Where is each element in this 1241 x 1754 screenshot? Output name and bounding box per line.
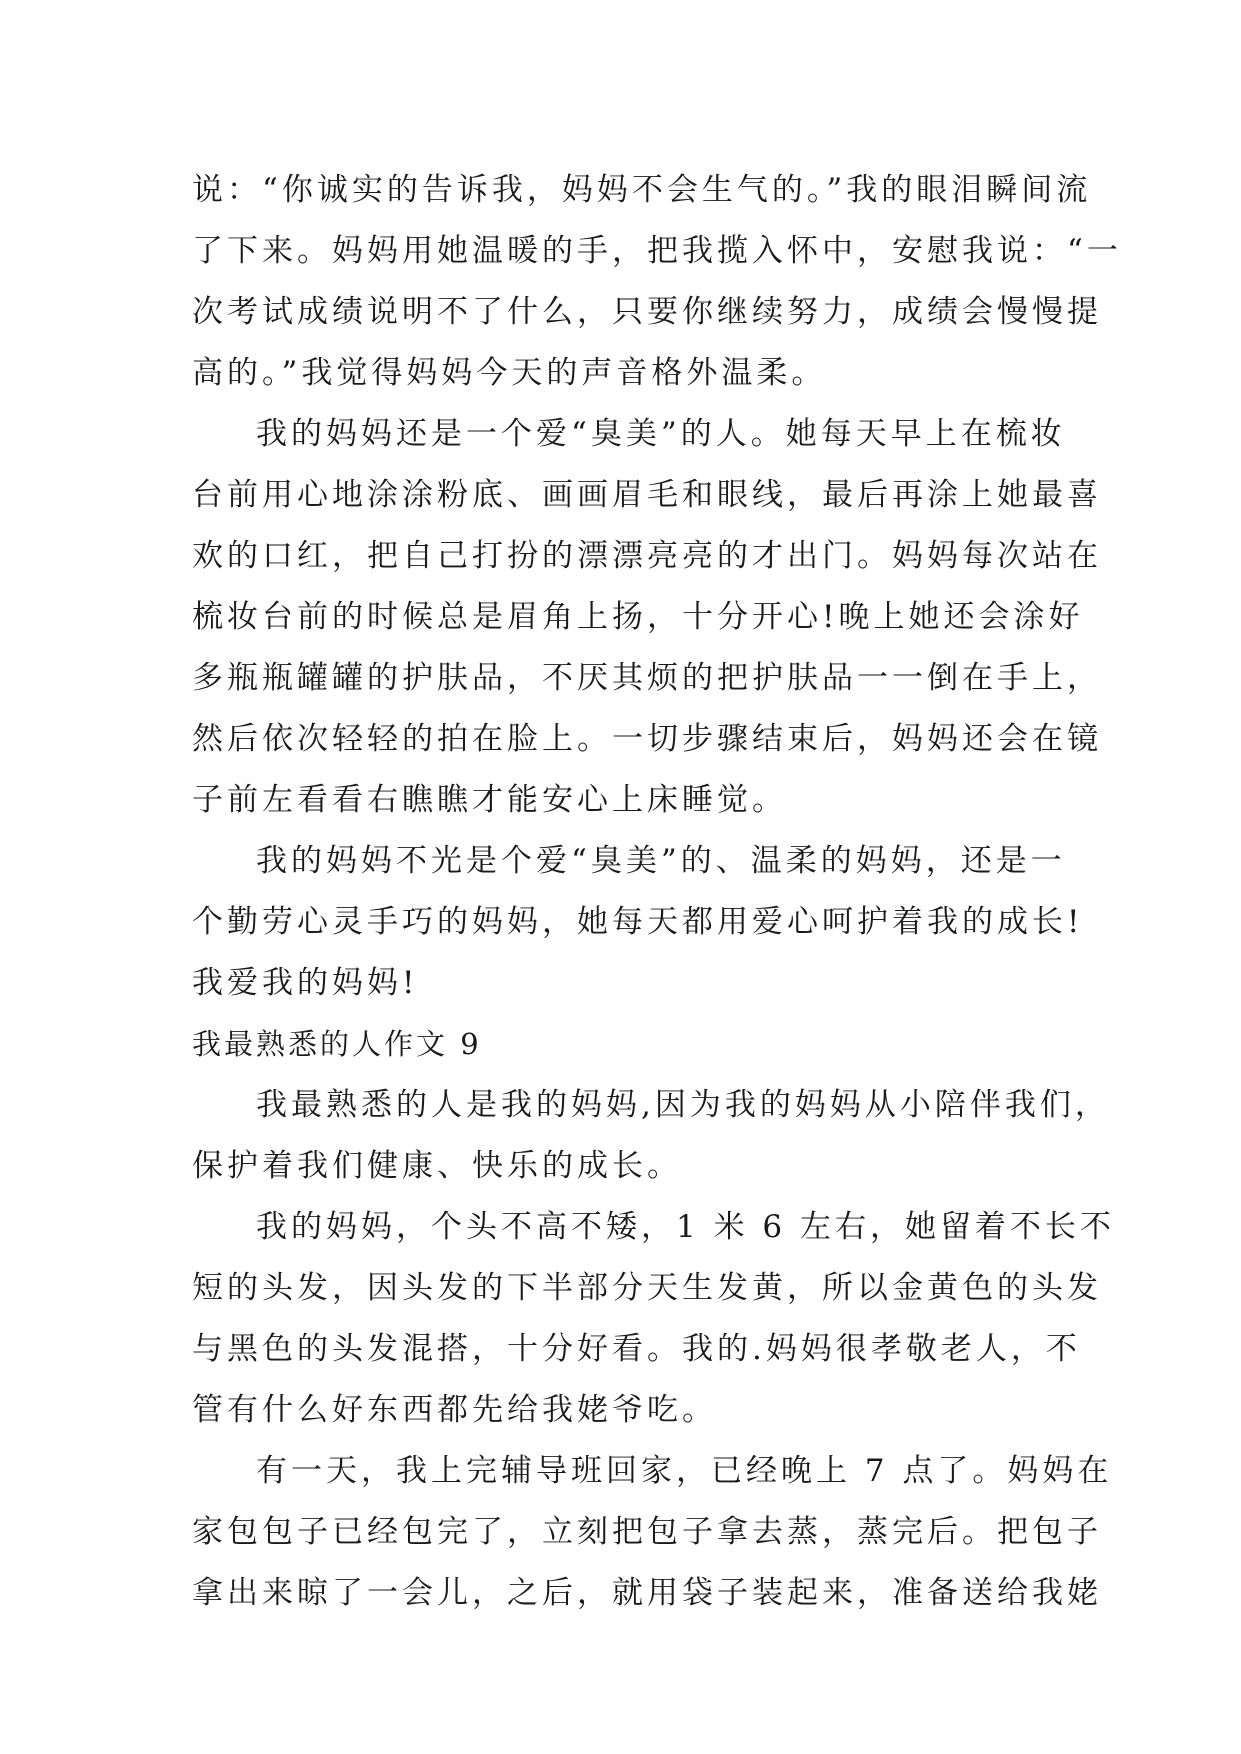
text-line: 欢的口红，把自己打扮的漂漂亮亮的才出门。妈妈每次站在 bbox=[192, 538, 1102, 574]
text-line: 我爱我的妈妈! bbox=[192, 965, 419, 1001]
paragraph bbox=[192, 1441, 1113, 1624]
text-line: 然后依次轻轻的拍在脸上。一切步骤结束后，妈妈还会在镜 bbox=[192, 721, 1102, 757]
text-line: 与黑色的头发混搭，十分好看。我的.妈妈很孝敬老人，不 bbox=[192, 1331, 1081, 1367]
paragraph bbox=[192, 160, 1122, 404]
paragraph bbox=[192, 1075, 1110, 1197]
text-line: 高的。”我觉得妈妈今天的声音格外温柔。 bbox=[192, 355, 827, 391]
paragraph bbox=[192, 404, 1102, 831]
text-line: 保护着我们健康、快乐的成长。 bbox=[192, 1148, 682, 1184]
text-line: 我的妈妈还是一个爱“臭美”的人。她每天早上在梳妆 bbox=[256, 416, 1066, 452]
text-line: 子前左看看右瞧瞧才能安心上床睡觉。 bbox=[192, 782, 787, 818]
text-line: 管有什么好东西都先给我姥爷吃。 bbox=[192, 1392, 717, 1428]
text-line: 拿出来晾了一会儿，之后，就用袋子装起来，准备送给我姥 bbox=[192, 1575, 1102, 1611]
text-line: 我的妈妈，个头不高不矮，1 米 6 左右，她留着不长不 bbox=[256, 1209, 1116, 1245]
text-line: 次考试成绩说明不了什么，只要你继续努力，成绩会慢慢提 bbox=[192, 294, 1102, 330]
document-body bbox=[192, 160, 1122, 1624]
paragraph bbox=[192, 1197, 1116, 1441]
text-line: 梳妆台前的时候总是眉角上扬，十分开心!晚上她还会涂好 bbox=[192, 599, 1084, 635]
section-heading: 我最熟悉的人作文 9 bbox=[192, 1027, 482, 1061]
text-line: 多瓶瓶罐罐的护肤品，不厌其烦的把护肤品一一倒在手上， bbox=[192, 660, 1102, 696]
paragraph bbox=[192, 831, 1084, 1014]
text-line: 我的妈妈不光是个爱“臭美”的、温柔的妈妈，还是一 bbox=[256, 843, 1066, 879]
text-line: 说：“你诚实的告诉我，妈妈不会生气的。”我的眼泪瞬间流 bbox=[192, 172, 1092, 208]
text-line: 短的头发，因头发的下半部分天生发黄，所以金黄色的头发 bbox=[192, 1270, 1102, 1306]
text-line: 有一天，我上完辅导班回家，已经晚上 7 点了。妈妈在 bbox=[256, 1453, 1113, 1489]
text-line: 了下来。妈妈用她温暖的手，把我揽入怀中，安慰我说：“一 bbox=[192, 233, 1122, 269]
text-line: 我最熟悉的人是我的妈妈,因为我的妈妈从小陪伴我们， bbox=[256, 1087, 1110, 1123]
text-line: 家包包子已经包完了，立刻把包子拿去蒸，蒸完后。把包子 bbox=[192, 1514, 1102, 1550]
text-line: 个勤劳心灵手巧的妈妈，她每天都用爱心呵护着我的成长! bbox=[192, 904, 1084, 940]
text-line: 台前用心地涂涂粉底、画画眉毛和眼线，最后再涂上她最喜 bbox=[192, 477, 1102, 513]
